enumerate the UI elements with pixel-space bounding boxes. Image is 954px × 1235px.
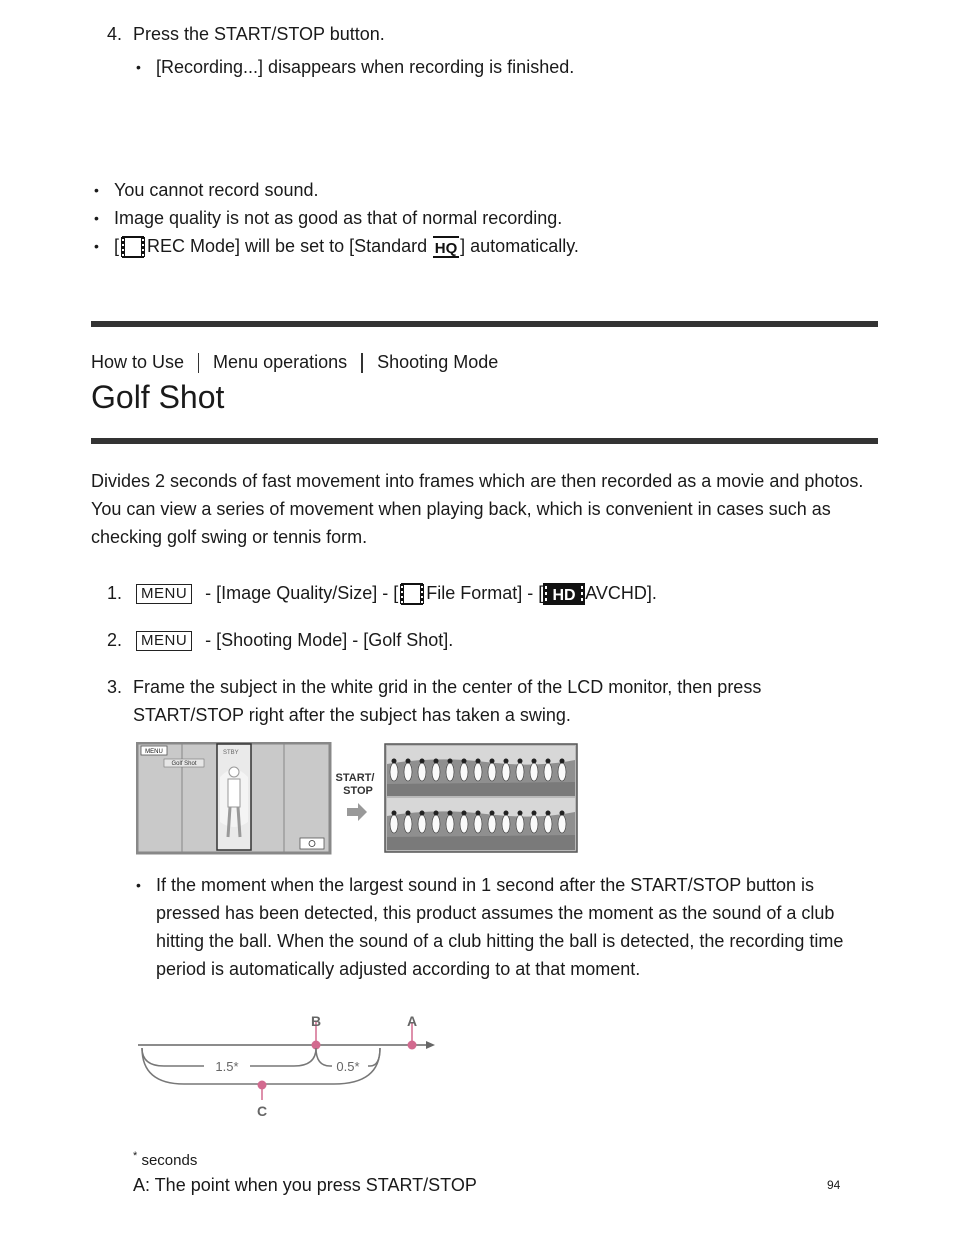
timeline-arrowhead: [426, 1041, 435, 1049]
breadcrumb: [91, 348, 498, 376]
step-3-line-2: START/STOP right after the subject has taken a swing.: [133, 705, 571, 725]
note-no-sound: • You cannot record sound.: [114, 176, 319, 204]
lcd-monitor-screen: [137, 743, 330, 853]
section-rule-top: [91, 321, 878, 327]
sound-detection-bullet-line: • If the moment when the largest sound in 1 second after the START/STOP button is: [156, 871, 814, 899]
step-1: [136, 579, 657, 607]
start-stop-label-2: STOP: [343, 785, 373, 797]
lcd-stby-label: STBY: [223, 750, 239, 756]
recording-timeline-diagram: [134, 1008, 444, 1123]
span-left-label: 1.5*: [215, 1059, 239, 1074]
section-rule-bottom: [91, 438, 878, 444]
step-3-line-1: Frame the subject in the white grid in the center of the LCD monitor, then press: [133, 677, 762, 697]
menu-button-label: MENU: [136, 631, 192, 651]
step-1-part2: File Format] - [: [426, 583, 544, 603]
golf-shot-illustration: [136, 742, 581, 856]
breadcrumb-separator: [361, 353, 363, 373]
footnote-star: *: [133, 1150, 138, 1162]
step-3-number: 3.: [107, 677, 123, 697]
breadcrumb-shooting-mode[interactable]: Shooting Mode: [377, 352, 499, 372]
point-c-marker: [258, 1081, 267, 1090]
hq-icon: [432, 235, 460, 259]
svg-text:HQ: HQ: [434, 240, 458, 258]
sound-detection-line: pressed has been detected, this product assumes the moment as the sound of a club: [156, 903, 835, 923]
point-b-label: B: [310, 1013, 322, 1029]
breadcrumb-how-to-use[interactable]: How to Use: [91, 352, 185, 372]
footnote: [133, 1146, 197, 1171]
footnote-text: seconds: [137, 1152, 198, 1169]
note-rec-mode: [114, 232, 579, 260]
rec-mode-middle: REC Mode] will be set to [Standard: [147, 236, 433, 256]
rec-mode-suffix: ] automatically.: [460, 236, 579, 256]
sound-detection-line: hitting the ball. When the sound of a club hitting the ball is detected, the recording time: [156, 931, 844, 951]
right-arrow-icon: [347, 803, 367, 821]
movie-film-icon: [398, 582, 426, 606]
step-4-text: Press the START/STOP button.: [133, 24, 385, 44]
page-title: Golf Shot: [91, 379, 225, 415]
step-1-part1: - [Image Quality/Size] - [: [200, 583, 399, 603]
point-c-label: C: [256, 1103, 268, 1119]
note-image-quality: • Image quality is not as good as that of normal recording.: [114, 204, 562, 232]
rec-mode-prefix: [: [114, 236, 120, 256]
breadcrumb-separator: [198, 353, 199, 373]
hd-icon: [543, 582, 585, 606]
step-1-part3: AVCHD].: [585, 583, 657, 603]
legend-a: A: The point when you press START/STOP: [133, 1175, 477, 1195]
swing-sequence-photo: [385, 744, 577, 852]
start-stop-label-1: START/: [335, 772, 375, 784]
point-a-marker: [408, 1041, 417, 1050]
step-4-bullet: • [Recording...] disappears when recording is finished.: [156, 53, 574, 81]
step-4-number: 4.: [107, 24, 123, 44]
intro-paragraph: Divides 2 seconds of fast movement into frames which are then recorded as a movie and photos. You can view a series of movement when playing back, which is convenient in cases such as checking golf swing or tennis form.: [91, 471, 864, 547]
lcd-mode-label: Golf Shot: [171, 761, 197, 767]
point-a-label: A: [406, 1013, 418, 1029]
step-2: [136, 626, 453, 654]
step-2-text: - [Shooting Mode] - [Golf Shot].: [200, 630, 454, 650]
step-1-number: 1.: [107, 583, 123, 603]
span-right-label: 0.5*: [336, 1059, 360, 1074]
movie-film-icon: [119, 235, 147, 259]
sound-detection-line: period is automatically adjusted according to at that moment.: [156, 959, 641, 979]
menu-button-label: MENU: [136, 584, 192, 604]
page-number: 94: [827, 1178, 841, 1192]
step-2-number: 2.: [107, 630, 123, 650]
breadcrumb-menu-operations[interactable]: Menu operations: [213, 352, 348, 372]
lcd-menu-label: MENU: [145, 749, 163, 755]
svg-text:HD: HD: [552, 587, 576, 605]
